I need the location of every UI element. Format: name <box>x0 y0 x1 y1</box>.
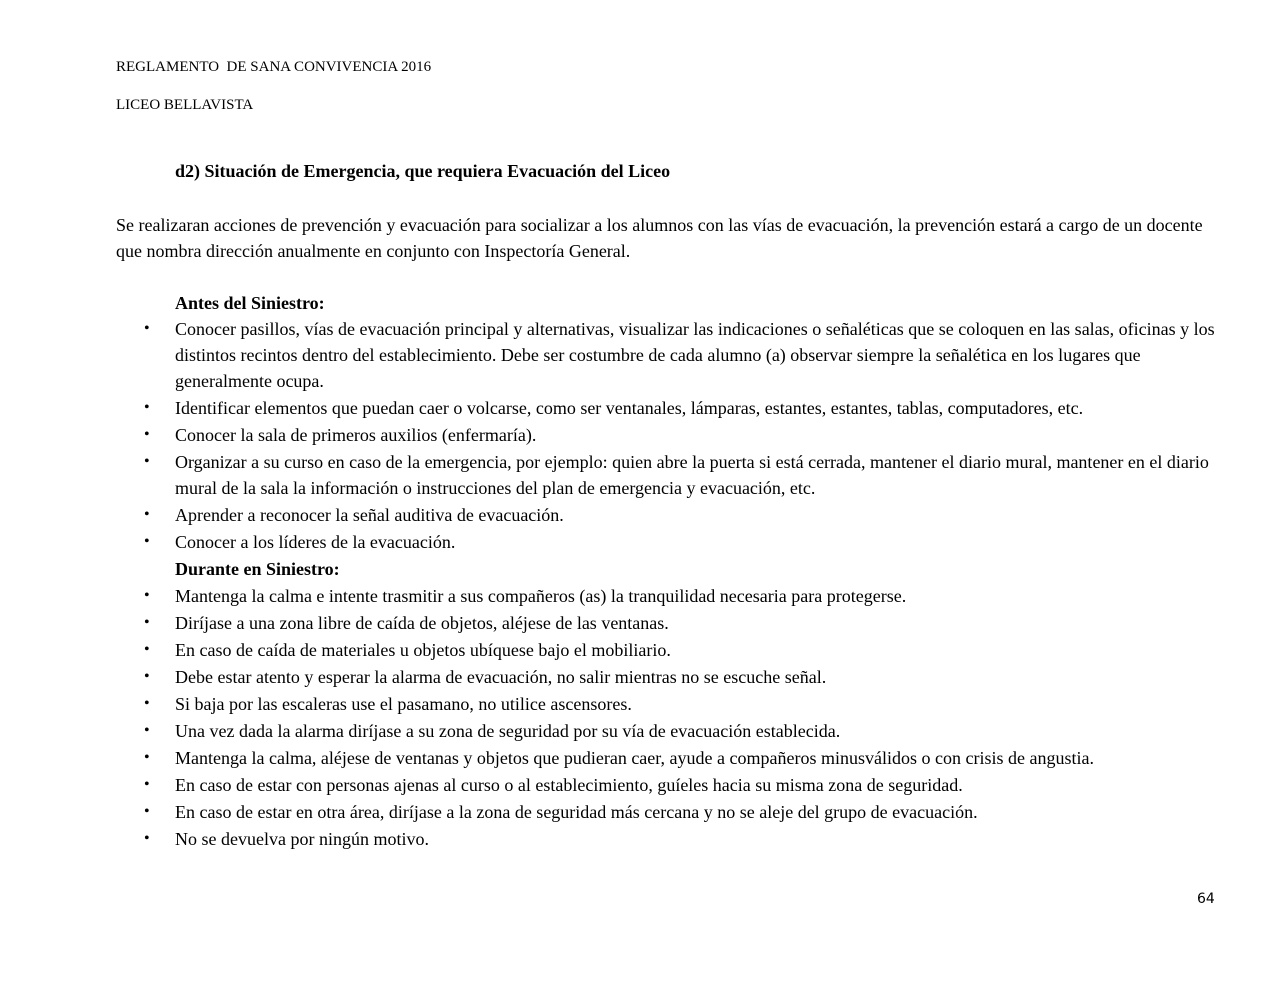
header-school: LICEO BELLAVISTA <box>116 97 254 113</box>
list-item <box>0 449 1220 501</box>
list-item-text: Conocer la sala de primeros auxilios (enfermaría). <box>175 425 537 445</box>
list-item-text: En caso de estar con personas ajenas al curso o al establecimiento, guíeles hacia su misma zona de seguridad. <box>175 775 963 795</box>
list-item-text: Conocer pasillos, vías de evacuación principal y alternativas, visualizar las indicaciones o señaléticas que se coloquen en las salas, oficinas y los distintos recintos dentro del establecimiento. Debe ser costumbre de cada alumno (a) observar siempre la señalética en los lugares que generalmente ocupa. <box>175 319 1215 391</box>
bullet-icon: • <box>144 533 150 550</box>
bullet-icon: • <box>144 399 150 416</box>
header-title: REGLAMENTO DE SANA CONVIVENCIA 2016 <box>116 59 432 75</box>
list-item-text: Debe estar atento y esperar la alarma de evacuación, no salir mientras no se escuche señal. <box>175 667 827 687</box>
list-item <box>0 502 1220 528</box>
list-item-text: En caso de caída de materiales u objetos ubíquese bajo el mobiliario. <box>175 640 671 660</box>
list-item <box>0 718 1220 744</box>
list-item <box>0 691 1220 717</box>
bullet-icon: • <box>144 641 150 658</box>
bullet-list <box>0 316 1280 853</box>
list-item <box>0 664 1220 690</box>
list-item-text: Mantenga la calma, aléjese de ventanas y objetos que pudieran caer, ayude a compañeros minusválidos o con crisis de angustia. <box>175 748 1094 768</box>
section-title: d2) Situación de Emergencia, que requiera Evacuación del Liceo <box>175 161 671 181</box>
list-item-text: Diríjase a una zona libre de caída de objetos, aléjese de las ventanas. <box>175 613 669 633</box>
during-heading: Durante en Siniestro: <box>175 559 340 579</box>
bullet-icon: • <box>144 749 150 766</box>
bullet-icon: • <box>144 587 150 604</box>
bullet-icon: • <box>144 803 150 820</box>
list-item-text: Aprender a reconocer la señal auditiva de evacuación. <box>175 505 564 525</box>
list-item-text: En caso de estar en otra área, diríjase a la zona de seguridad más cercana y no se aleje del grupo de evacuación. <box>175 802 978 822</box>
list-item-text: Mantenga la calma e intente trasmitir a sus compañeros (as) la tranquilidad necesaria para protegerse. <box>175 586 907 606</box>
list-item-text: Conocer a los líderes de la evacuación. <box>175 532 456 552</box>
list-item-text: Una vez dada la alarma diríjase a su zona de seguridad por su vía de evacuación establecida. <box>175 721 841 741</box>
bullet-icon: • <box>144 830 150 847</box>
list-item <box>0 422 1220 448</box>
bullet-icon: • <box>144 506 150 523</box>
bullet-icon: • <box>144 453 150 470</box>
list-item <box>0 826 1220 852</box>
page-number: 64 <box>1197 891 1215 907</box>
bullet-icon: • <box>144 320 150 337</box>
bullet-icon: • <box>144 614 150 631</box>
before-heading: Antes del Siniestro: <box>175 293 325 313</box>
list-item <box>0 637 1220 663</box>
list-item <box>0 395 1220 421</box>
list-item <box>0 529 1220 555</box>
section-intro: Se realizaran acciones de prevención y evacuación para socializar a los alumnos con las vías de evacuación, la prevención estará a cargo de un docente que nombra dirección anualmente en conjunto con Inspectoría General. <box>116 215 1203 261</box>
list-item <box>0 799 1220 825</box>
bullet-icon: • <box>144 426 150 443</box>
list-item <box>0 610 1220 636</box>
list-item-text: No se devuelva por ningún motivo. <box>175 829 429 849</box>
list-item-text: Si baja por las escaleras use el pasamano, no utilice ascensores. <box>175 694 632 714</box>
list-item-text: Identificar elementos que puedan caer o volcarse, como ser ventanales, lámparas, estantes, estantes, tablas, computadores, etc. <box>175 398 1084 418</box>
list-item-text: Organizar a su curso en caso de la emergencia, por ejemplo: quien abre la puerta si está cerrada, mantener el diario mural, mantener en el diario mural de la sala la información o instrucciones del plan de emergencia y evacuación, etc. <box>175 452 1209 498</box>
bullet-icon: • <box>144 722 150 739</box>
bullet-icon: • <box>144 695 150 712</box>
list-item <box>0 772 1220 798</box>
list-item <box>0 745 1220 771</box>
list-item <box>0 583 1220 609</box>
bullet-icon: • <box>144 776 150 793</box>
bullet-icon: • <box>144 668 150 685</box>
list-item <box>0 316 1220 394</box>
